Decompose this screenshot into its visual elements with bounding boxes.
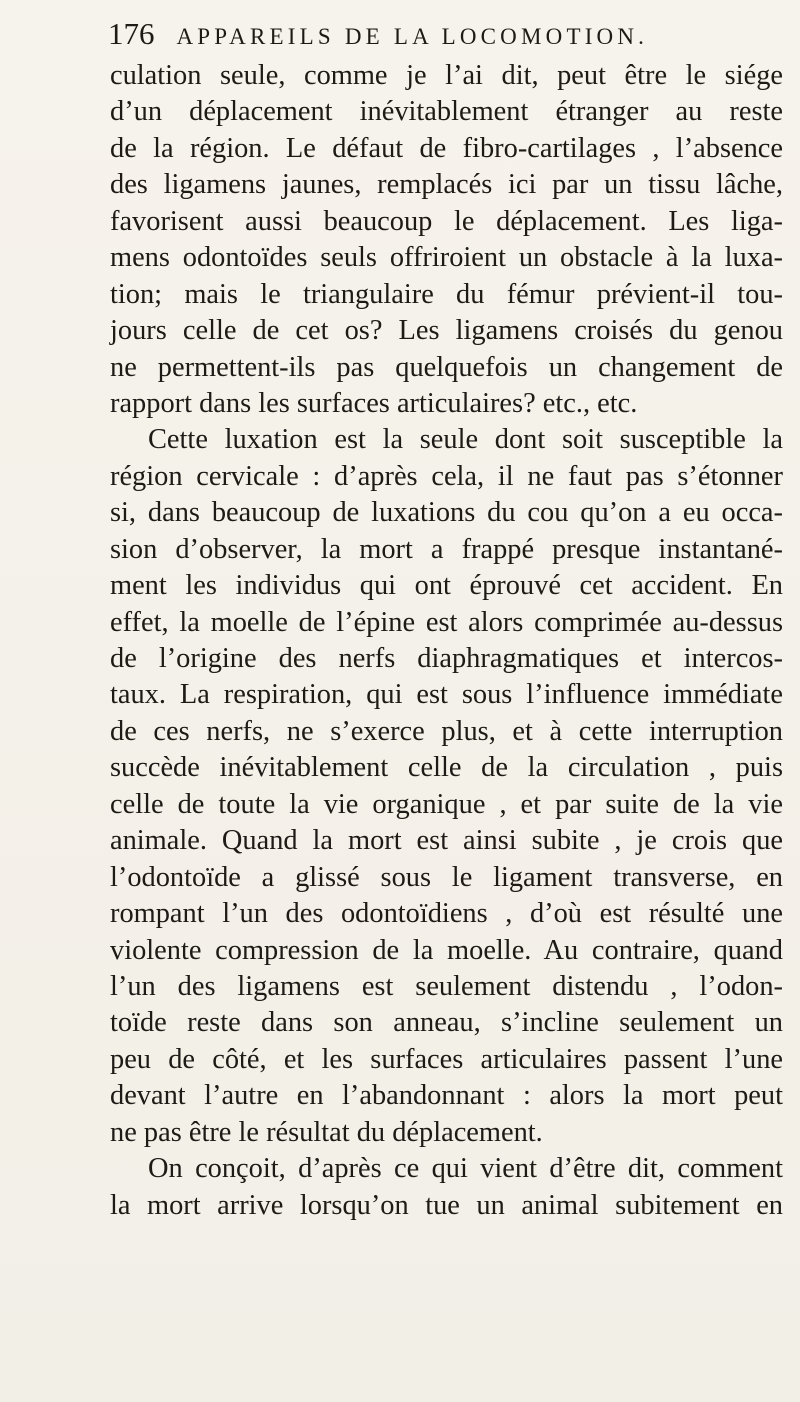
text-line: devant l’autre en l’abandonnant : alors la mort peut [110,1080,783,1112]
text-line: On conçoit, d’après ce qui vient d’être dit, comment [148,1153,783,1185]
text-line: l’odontoïde a glissé sous le ligament transverse, en [110,861,783,893]
text-line: animale. Quand la mort est ainsi subite , je crois que [110,825,783,857]
text-line: rompant l’un des odontoïdiens , d’où est résulté une [110,898,783,930]
text-line: Cette luxation est la seule dont soit susceptible la [148,424,783,456]
running-header [108,16,788,56]
text-line: rapport dans les surfaces articulaires? etc., etc. [110,387,638,419]
running-title: APPAREILS DE LA LOCOMOTION. [176,24,649,49]
body-text [110,58,800,1224]
text-line: ne pas être le résultat du déplacement. [110,1116,543,1148]
text-line: favorisent aussi beaucoup le déplacement. Les liga- [110,205,783,237]
text-line: des ligamens jaunes, remplacés ici par un tissu lâche, [110,169,783,201]
text-line: culation seule, comme je l’ai dit, peut être le siége [110,60,783,91]
text-line: toïde reste dans son anneau, s’incline seulement un [110,1007,783,1039]
text-line: de l’origine des nerfs diaphragmatiques et intercos- [110,643,783,674]
text-line: l’un des ligamens est seulement distendu , l’odon- [110,970,783,1002]
text-line: de la région. Le défaut de fibro-cartilages , l’absence [110,132,783,164]
text-line: peu de côté, et les surfaces articulaires passent l’une [110,1043,783,1075]
text-line: effet, la moelle de l’épine est alors comprimée au-dessus [110,606,783,638]
text-line: violente compression de la moelle. Au contraire, quand [110,934,783,966]
text-line: ment les individus qui ont éprouvé cet accident. En [110,570,783,602]
text-line: jours celle de cet os? Les ligamens croisés du genou [110,315,783,347]
text-line: de ces nerfs, ne s’exerce plus, et à cette interruption [110,715,783,747]
text-line: tion; mais le triangulaire du fémur prévient-il tou- [110,278,783,310]
text-line: celle de toute la vie organique , et par suite de la vie [110,788,783,820]
text-line: la mort arrive lorsqu’on tue un animal subitement en [110,1189,783,1221]
text-line: région cervicale : d’après cela, il ne faut pas s’étonner [110,460,783,492]
text-line: ne permettent-ils pas quelquefois un changement de [110,351,783,383]
text-line: d’un déplacement inévitablement étranger au reste [110,96,783,128]
text-line: succède inévitablement celle de la circulation , puis [110,752,783,784]
text-line: si, dans beaucoup de luxations du cou qu’on a eu occa- [110,497,783,529]
text-line: taux. La respiration, qui est sous l’influence immédiate [110,679,783,711]
text-line: sion d’observer, la mort a frappé presque instantané- [110,533,783,565]
text-line: mens odontoïdes seuls offriroient un obstacle à la luxa- [110,242,783,274]
page-number: 176 [108,16,155,51]
